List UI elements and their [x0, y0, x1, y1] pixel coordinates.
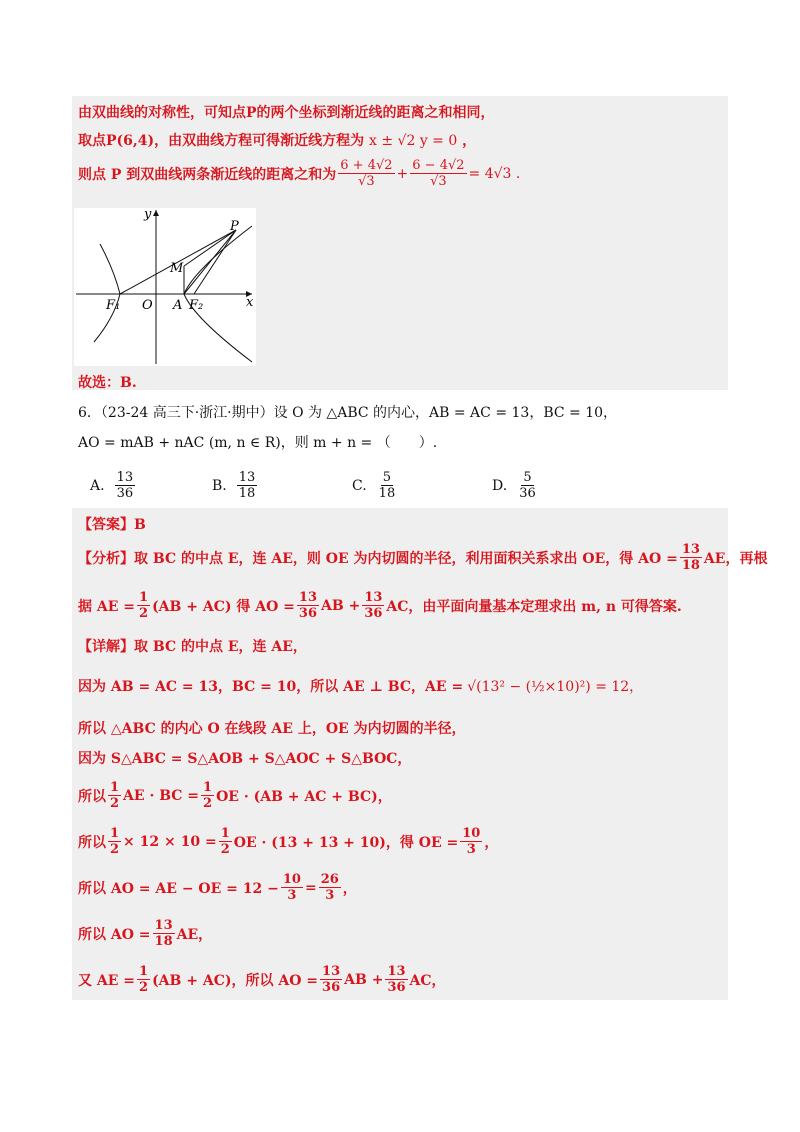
detail-line-4: 因为 S△ABC = S△AOB + S△AOC + S△BOC，: [78, 751, 412, 767]
question-6-line-1: 6．（23-24 高三下·浙江·期中）设 O 为 △ABC 的内心，AB = AC = 13，BC = 10，: [78, 405, 618, 421]
option-d: D. $\frac{5}{36}$: [492, 470, 536, 501]
detail-line-2: 因为 AB = AC = 13，BC = 10，所以 AE ⊥ BC，AE = √(13² − (½×10)²) = 12，: [78, 679, 644, 695]
hyperbola-graph: [74, 208, 256, 366]
detail-line-8: 所以 AO = $\frac{13}{18}$ AE，: [78, 918, 213, 949]
distance-fraction-1: $\frac{6 + 4√2}{√3}$: [340, 158, 393, 189]
graph-label-F2: F₂: [189, 298, 204, 313]
graph-label-F1: F₁: [106, 298, 121, 313]
answer-choice: 故选：B.: [78, 375, 137, 391]
detail-line-9: 又 AE = $\frac{1}{2}$ (AB + AC)，所以 AO = $\frac{13}{36}$ AB + $\frac{13}{36}$ AC，: [78, 964, 446, 995]
graph-label-x: x: [246, 295, 254, 310]
analysis-line-2: 据 AE = $\frac{1}{2}$ (AB + AC) 得 AO = $\frac{13}{36}$ AB + $\frac{13}{36}$ AC，由平面向量基本定理求出 m, n 可得答案.: [78, 590, 682, 621]
graph-label-M: M: [170, 261, 184, 276]
solution-block-6: [72, 508, 768, 1000]
detail-line-5: 所以 $\frac{1}{2}$ AE · BC = $\frac{1}{2}$ OE · (AB + AC + BC)，: [78, 780, 392, 811]
detail-line-1: 【详解】取 BC 的中点 E，连 AE，: [78, 639, 307, 655]
detail-line-6: 所以 $\frac{1}{2}$ × 12 × 10 = $\frac{1}{2}$ OE · (13 + 13 + 10)，得 OE = $\frac{10}{3}$ ，: [78, 826, 499, 857]
analysis-line-1: 【分析】取 BC 的中点 E，连 AE，则 OE 为内切圆的半径，利用面积关系求出 OE，得 AO = $\frac{13}{18}$ AE，再根: [78, 542, 768, 573]
graph-label-y: y: [144, 208, 152, 222]
distance-fraction-2: $\frac{6 - 4√2}{√3}$: [412, 158, 465, 189]
option-b: B. $\frac{13}{18}$: [212, 470, 256, 501]
option-c: C. $\frac{5}{18}$: [352, 470, 396, 501]
detail-line-3: 所以 △ABC 的内心 O 在线段 AE 上，OE 为内切圆的半径，: [78, 721, 466, 737]
graph-label-P: P: [230, 219, 239, 234]
solution-line-3: 则点 P 到双曲线两条渐近线的距离之和为 $\frac{6 + 4√2}{√3}$ + $\frac{6 - 4√2}{√3}$ = 4√3 .: [78, 158, 521, 189]
detail-line-7: 所以 AO = AE − OE = 12 − $\frac{10}{3}$ = $\frac{26}{3}$ ，: [78, 872, 357, 903]
graph-label-O: O: [142, 298, 153, 313]
answer-line: 【答案】B: [78, 517, 146, 533]
solution-block-top: [72, 96, 728, 390]
option-a: A. $\frac{13}{36}$: [90, 470, 134, 501]
graph-label-A: A: [173, 298, 183, 313]
question-6-line-2: AO = mAB + nAC (m, n ∈ R)，则 m + n = （ ）.: [78, 435, 438, 451]
solution-line-2: 取点P(6,4)，由双曲线方程可得渐近线方程为 x ± √2 y = 0 ，: [78, 133, 477, 149]
solution-line-1: 由双曲线的对称性，可知点P的两个坐标到渐近线的距离之和相同，: [78, 105, 495, 121]
